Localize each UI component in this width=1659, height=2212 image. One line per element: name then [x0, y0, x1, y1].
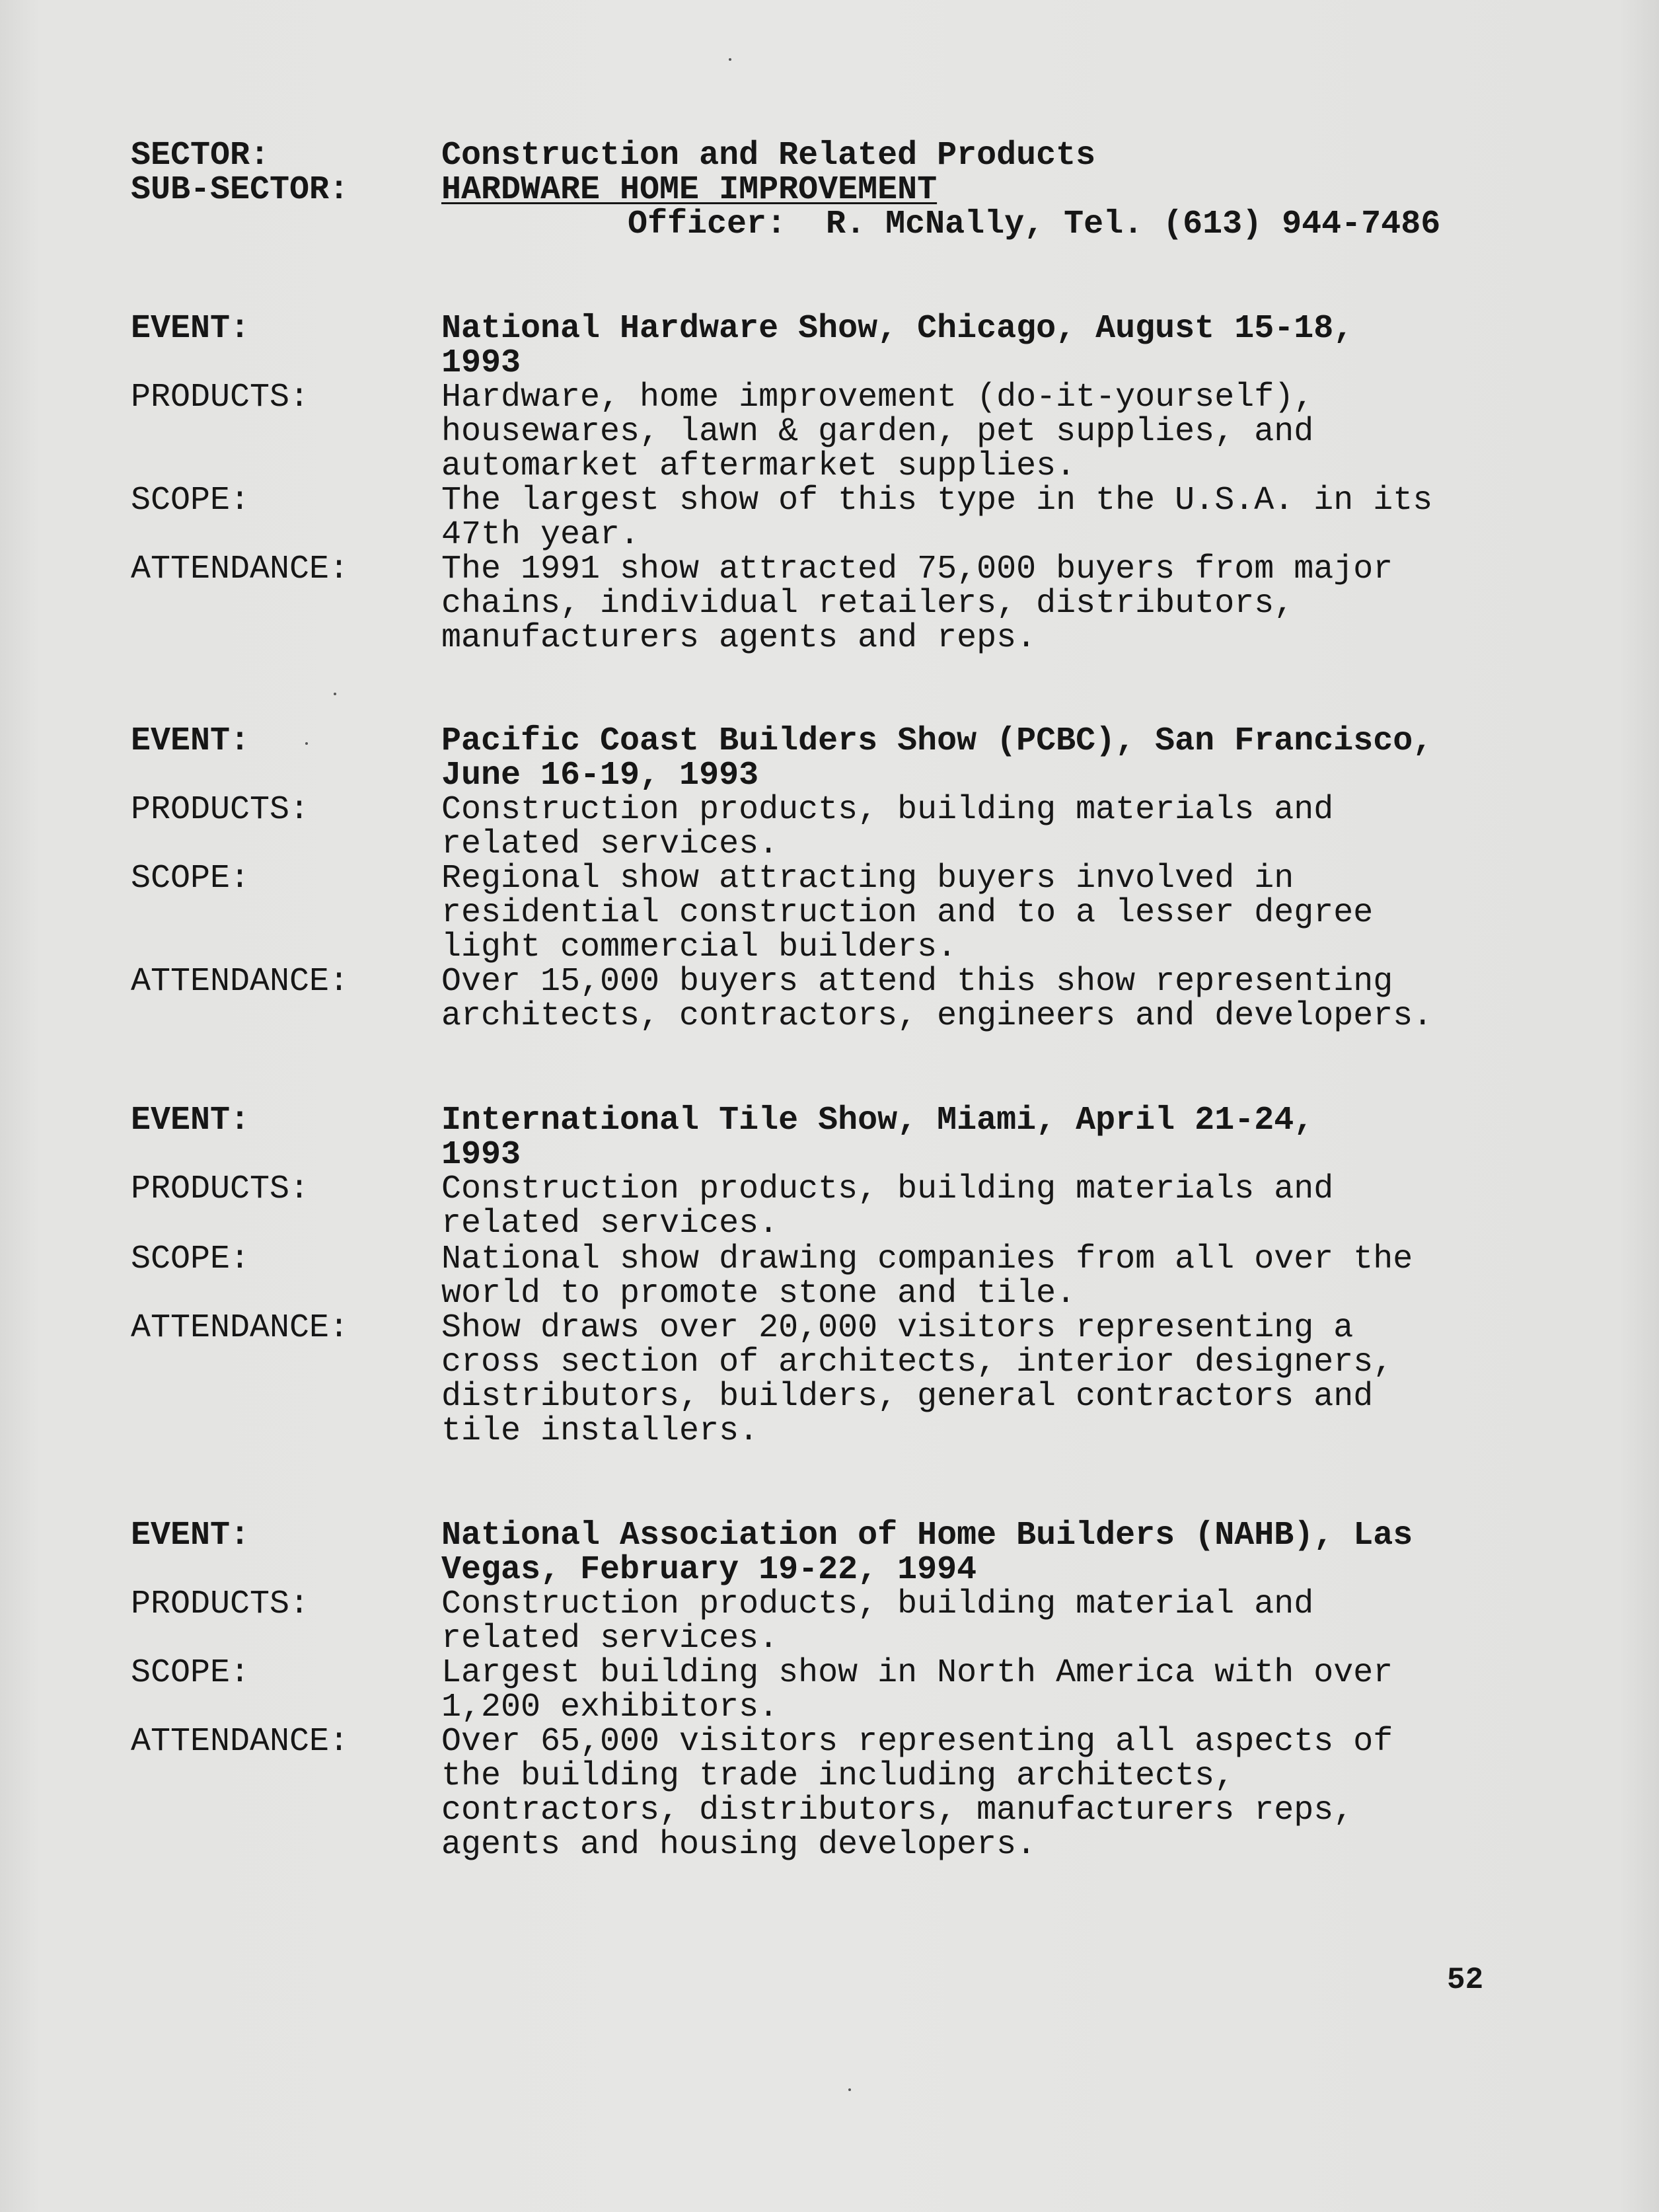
products-label: PRODUCTS: [131, 379, 310, 416]
sector-label: SECTOR: [131, 137, 270, 174]
products-line: housewares, lawn & garden, pet supplies, and [441, 413, 1314, 451]
attendance-line: manufacturers agents and reps. [441, 619, 1037, 657]
page-number: 52 [1447, 1963, 1484, 1997]
subsector-label: SUB-SECTOR: [131, 171, 350, 209]
attendance-line: contractors, distributors, manufacturers reps, [441, 1792, 1354, 1829]
products-label: PRODUCTS: [131, 1585, 310, 1623]
attendance-label: ATTENDANCE: [131, 1723, 350, 1761]
attendance-line: cross section of architects, interior designers, [441, 1344, 1393, 1381]
event-label: EVENT: [131, 310, 250, 348]
event-title-line: National Association of Home Builders (NAHB), Las [441, 1517, 1413, 1554]
attendance-label: ATTENDANCE: [131, 963, 350, 1001]
products-line: related services. [441, 825, 779, 863]
scope-label: SCOPE: [131, 1654, 250, 1692]
scan-speck [729, 58, 731, 61]
event-title-line: International Tile Show, Miami, April 21-24, [441, 1102, 1314, 1139]
event-label: EVENT: [131, 1102, 250, 1139]
products-label: PRODUCTS: [131, 1170, 310, 1208]
event-label: EVENT: [131, 722, 250, 760]
scope-line: world to promote stone and tile. [441, 1275, 1076, 1313]
attendance-line: architects, contractors, engineers and developers. [441, 997, 1433, 1035]
event-title-line: National Hardware Show, Chicago, August 15-18, [441, 310, 1354, 348]
event-title-line: Vegas, February 19-22, 1994 [441, 1551, 977, 1589]
products-line: Construction products, building material and [441, 1585, 1314, 1623]
attendance-line: chains, individual retailers, distributors, [441, 585, 1294, 623]
scan-speck [305, 742, 308, 745]
officer-contact: Officer: R. McNally, Tel. (613) 944-7486 [628, 206, 1441, 243]
event-title-line: 1993 [441, 344, 521, 382]
attendance-label: ATTENDANCE: [131, 1309, 350, 1347]
attendance-label: ATTENDANCE: [131, 551, 350, 588]
scope-line: National show drawing companies from all over the [441, 1240, 1413, 1278]
products-line: Construction products, building materials and [441, 1170, 1334, 1208]
subsector-value: HARDWARE HOME IMPROVEMENT [441, 171, 938, 209]
scope-line: light commercial builders. [441, 929, 957, 966]
scope-label: SCOPE: [131, 1240, 250, 1278]
scope-label: SCOPE: [131, 860, 250, 897]
scope-line: The largest show of this type in the U.S.A. in its [441, 482, 1433, 519]
attendance-line: agents and housing developers. [441, 1826, 1037, 1864]
attendance-line: Over 15,000 buyers attend this show representing [441, 963, 1393, 1001]
products-line: Construction products, building materials and [441, 791, 1334, 829]
attendance-line: the building trade including architects, [441, 1757, 1235, 1795]
scope-line: 1,200 exhibitors. [441, 1689, 779, 1726]
event-title-line: 1993 [441, 1136, 521, 1174]
scan-speck [334, 693, 336, 695]
products-line: related services. [441, 1205, 779, 1242]
scope-line: Regional show attracting buyers involved in [441, 860, 1294, 897]
event-label: EVENT: [131, 1517, 250, 1554]
attendance-line: Over 65,000 visitors representing all aspects of [441, 1723, 1393, 1761]
scope-label: SCOPE: [131, 482, 250, 519]
products-line: related services. [441, 1620, 779, 1658]
products-label: PRODUCTS: [131, 791, 310, 829]
products-line: automarket aftermarket supplies. [441, 447, 1076, 485]
sector-value: Construction and Related Products [441, 137, 1096, 174]
attendance-line: Show draws over 20,000 visitors representing a [441, 1309, 1354, 1347]
scope-line: residential construction and to a lesser degree [441, 894, 1374, 932]
attendance-line: The 1991 show attracted 75,000 buyers from major [441, 551, 1393, 588]
scope-line: 47th year. [441, 516, 640, 554]
scope-line: Largest building show in North America with over [441, 1654, 1393, 1692]
event-title-line: June 16-19, 1993 [441, 757, 759, 794]
attendance-line: distributors, builders, general contractors and [441, 1378, 1374, 1416]
products-line: Hardware, home improvement (do-it-yourself), [441, 379, 1314, 416]
event-title-line: Pacific Coast Builders Show (PCBC), San Francisco, [441, 722, 1433, 760]
attendance-line: tile installers. [441, 1412, 759, 1450]
scan-speck [848, 2088, 851, 2091]
